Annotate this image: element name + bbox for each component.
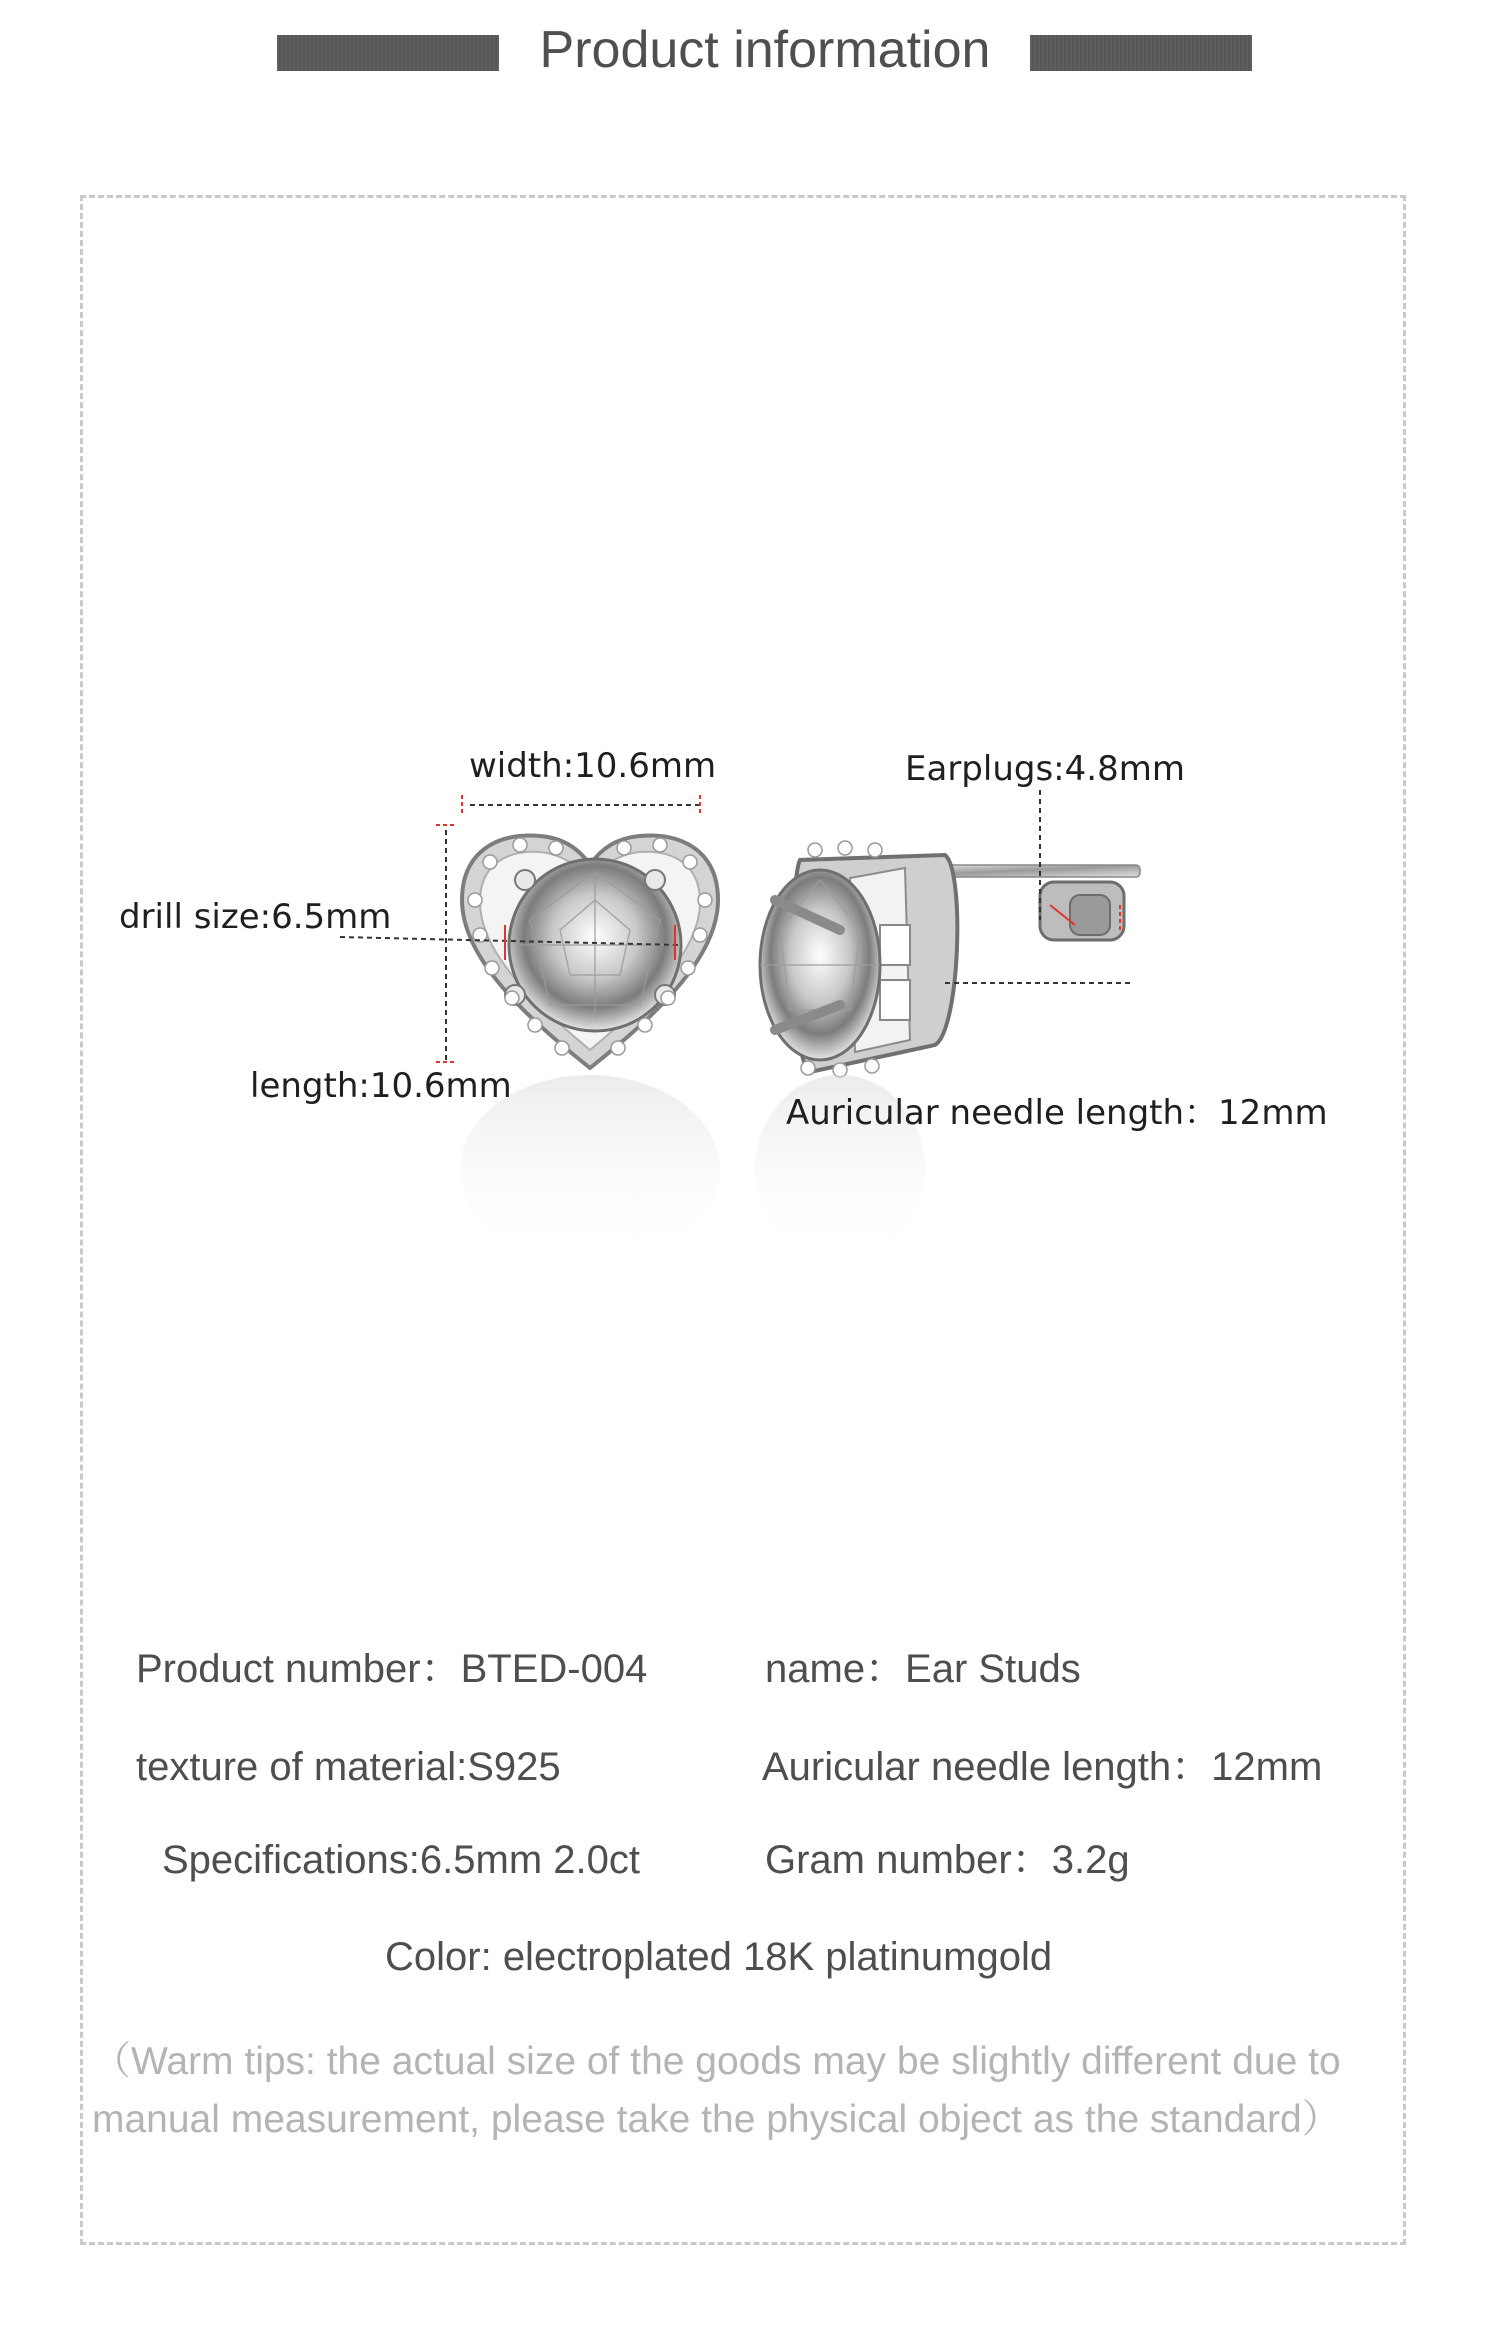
spec-gram: Gram number：3.2g [765, 1838, 1130, 1882]
width-label: width:10.6mm [469, 746, 717, 786]
needle-length-label: Auricular needle length：12mm [786, 1093, 1328, 1133]
warm-tips-line-1: （Warm tips: the actual size of the goods may be slightly different due to [92, 2040, 1341, 2083]
heart-earring-front [460, 835, 720, 1265]
spec-name: name：Ear Studs [765, 1647, 1081, 1691]
length-label: length:10.6mm [250, 1066, 512, 1106]
drill-size-label: drill size:6.5mm [119, 897, 392, 937]
spec-specifications: Specifications:6.5mm 2.0ct [162, 1838, 640, 1882]
warm-tips-line-2: manual measurement, please take the physical object as the standard） [92, 2098, 1341, 2141]
page-title: Product information [539, 21, 991, 79]
earplugs-label: Earplugs:4.8mm [905, 749, 1185, 789]
measurement-guides [340, 790, 1130, 1062]
spec-material: texture of material:S925 [136, 1745, 561, 1789]
earring-side-view [755, 841, 1140, 1265]
spec-product-number: Product number：BTED-004 [136, 1647, 648, 1691]
spec-needle-length: Auricular needle length：12mm [762, 1745, 1323, 1789]
spec-color: Color: electroplated 18K platinumgold [385, 1935, 1053, 1979]
